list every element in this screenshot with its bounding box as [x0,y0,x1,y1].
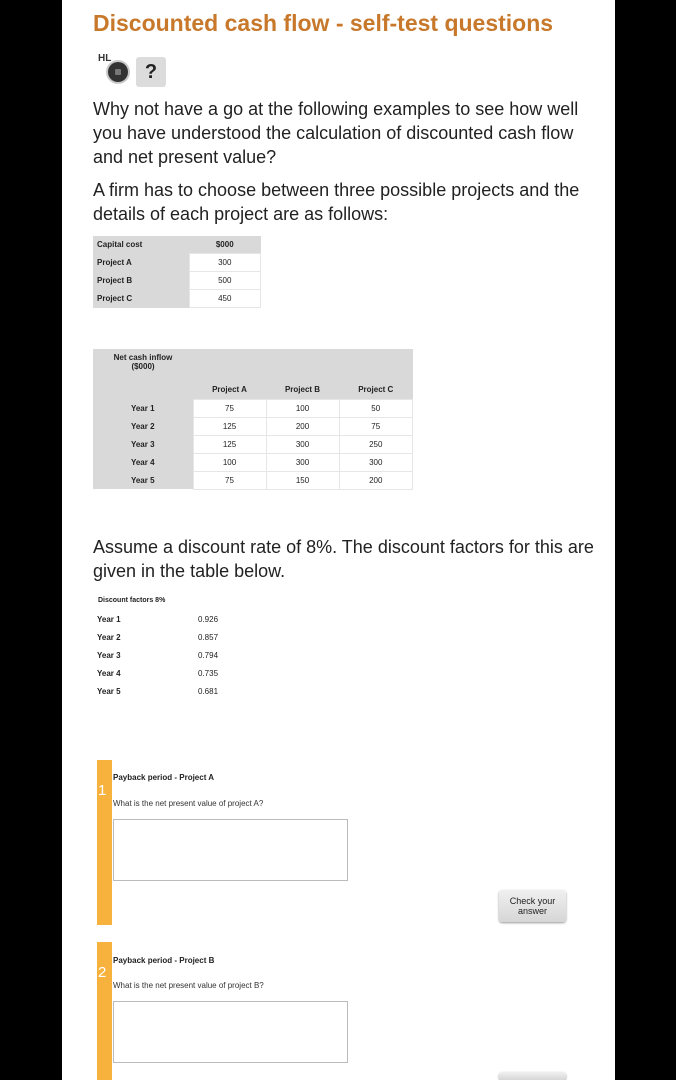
page-title: Discounted cash flow - self-test questions [93,10,554,36]
table-cell: Year 4 [97,668,121,678]
question-number: 2 [98,964,107,981]
higher-level-icon [108,62,128,82]
table-cell: Year 1 [97,614,121,624]
table-cell: 0.926 [198,614,219,624]
answer-input-2[interactable] [113,1001,348,1063]
table-cell: Project A [93,254,189,272]
table-row [93,349,413,380]
discount-paragraph: Assume a discount rate of 8%. The discount factors for this are given in the table below. [93,537,594,581]
table-cell: Year 3 [97,650,121,660]
table-cell: 300 [266,453,339,471]
table-cell: 450 [189,290,261,308]
table-cell: 100 [193,453,266,471]
table-cell: Year 1 [93,399,193,417]
table-cell: 125 [193,417,266,435]
discount-heading: Discount factors 8% [98,597,166,604]
table-cell: 75 [193,471,266,489]
table-row [97,682,237,700]
table-cell: 0.681 [198,686,219,696]
table-row [97,628,237,646]
question-1-marker [97,760,112,925]
table-cell: 300 [266,435,339,453]
table-cell: 300 [189,254,261,272]
table-cell: 100 [266,399,339,417]
table-cell: 200 [266,417,339,435]
table-header: $000 [189,236,261,254]
table-cell: 250 [339,435,413,453]
table-row [93,399,413,417]
table-cell: 300 [339,453,413,471]
table-cell: 200 [339,471,413,489]
table-cell: 150 [266,471,339,489]
table-cell: 75 [339,417,413,435]
table-cell: Year 2 [93,417,193,435]
table-cell: 500 [189,272,261,290]
cash-flow-table [93,349,413,490]
table-row [93,471,413,489]
table-header: Capital cost [93,236,189,254]
check-answer-button[interactable] [499,1072,566,1080]
question-title: Payback period - Project A [113,773,215,782]
table-cell: Year 5 [93,471,193,489]
table-row [93,254,261,272]
answer-input-1[interactable] [113,819,348,881]
table-row [97,664,237,682]
table-header: Project C [339,380,413,399]
question-2-marker [97,942,112,1080]
question-text: What is the net present value of project B? [113,981,264,990]
question-title: Payback period - Project B [113,956,215,965]
hl-label: HL [98,53,112,64]
table-cell: Year 4 [93,453,193,471]
table-cell: 0.857 [198,632,219,642]
table-cell: Year 5 [97,686,121,696]
table-row [93,290,261,308]
intro-paragraph: Why not have a go at the following examples to see how well you have understood the calculation of discounted cash flow and net present value? [93,99,579,167]
table-cell: 0.794 [198,650,219,660]
table-cell: Year 3 [93,435,193,453]
table-row [93,453,413,471]
table-cell: 125 [193,435,266,453]
table-cell: Project B [93,272,189,290]
capital-cost-table [93,236,261,308]
table-header: Project A [193,380,266,399]
table-cell: Project C [93,290,189,308]
table-row [93,272,261,290]
table-row [97,610,237,628]
table-cell: Year 2 [97,632,121,642]
table-header: Net cash inflow ($000) [93,349,193,399]
table-cell: 0.735 [198,668,219,678]
table-header: Project B [266,380,339,399]
page [62,0,615,1080]
discount-factors-table [97,610,237,700]
table-row [93,236,261,254]
table-cell: 50 [339,399,413,417]
table-row [93,435,413,453]
table-row [93,417,413,435]
help-icon[interactable]: ? [136,57,166,87]
question-number: 1 [98,782,107,799]
table-cell: 75 [193,399,266,417]
check-answer-button[interactable]: Check your answer [499,890,566,922]
table-row [97,646,237,664]
question-text: What is the net present value of project A? [113,799,264,808]
projects-paragraph: A firm has to choose between three possible projects and the details of each project are as follows: [93,180,580,224]
